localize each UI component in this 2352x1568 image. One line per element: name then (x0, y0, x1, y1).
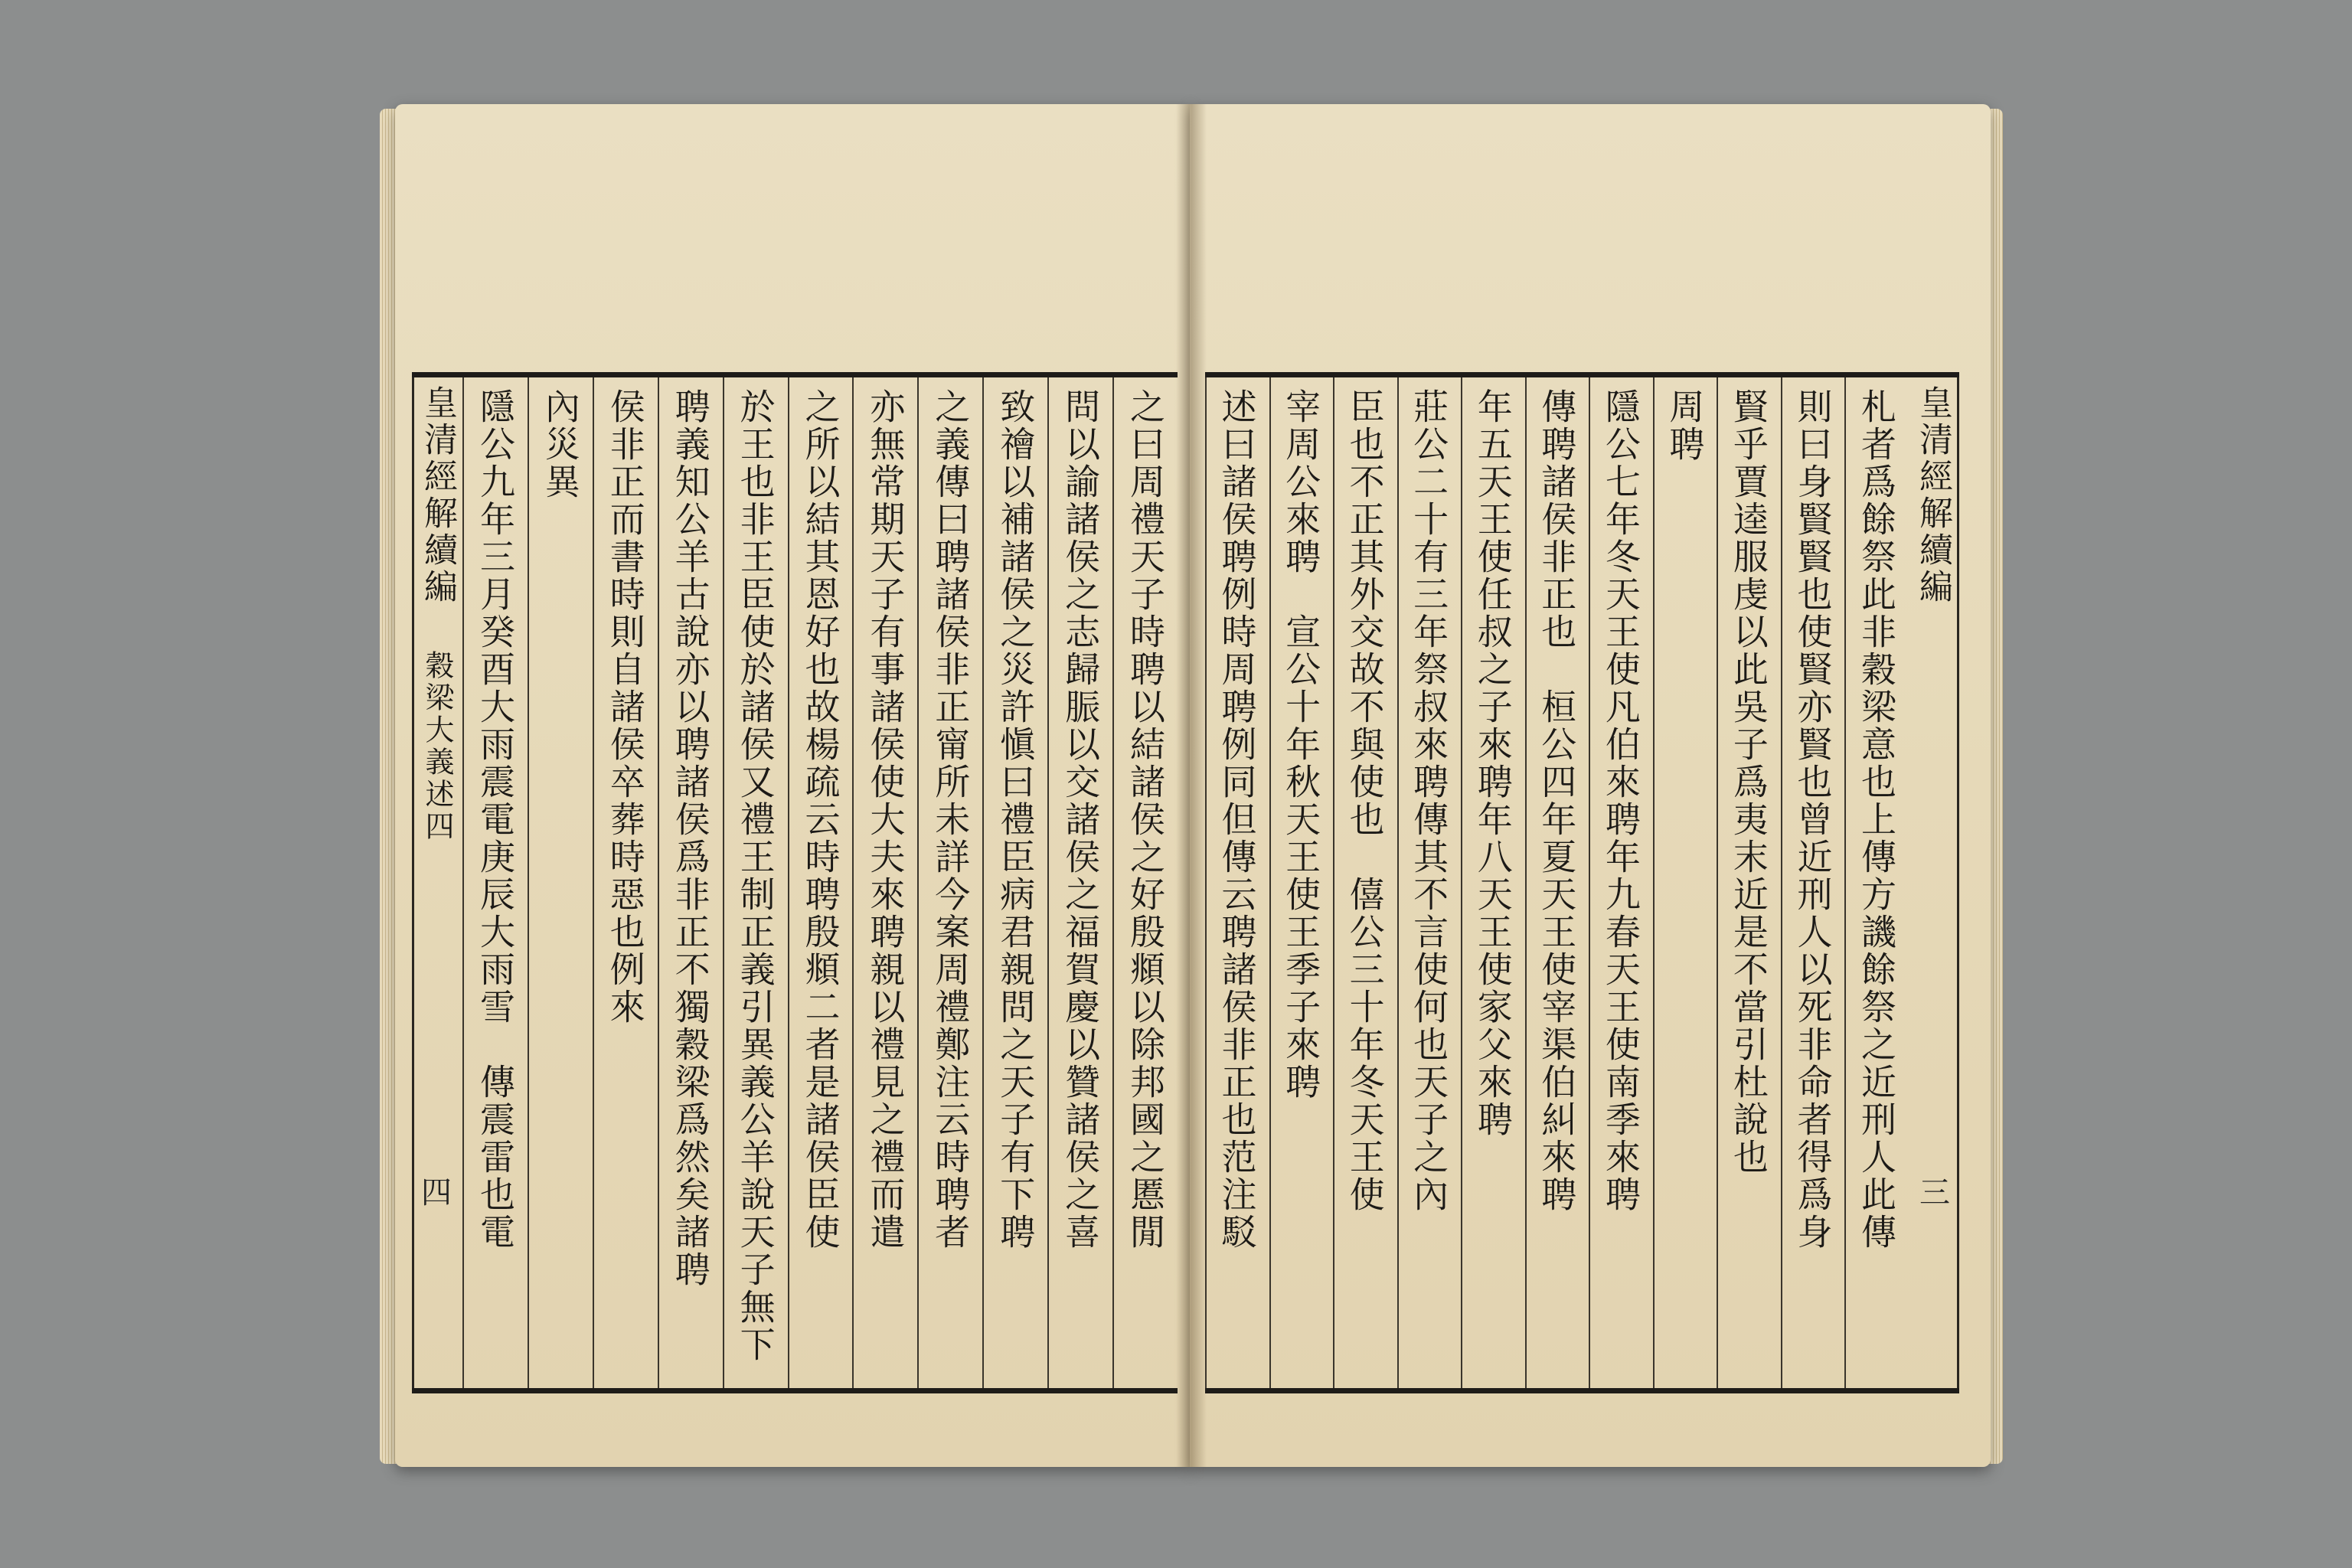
text-column: 宰周公來聘 宣公十年秋天王使王季子來聘 (1269, 377, 1334, 1388)
left-banner-title: 皇清經解續編 (418, 385, 457, 606)
text-column: 臣也不正其外交故不與使也 僖公三十年冬天王使 (1333, 377, 1397, 1388)
right-banner-title: 皇清經解續編 (1913, 385, 1952, 606)
text-column: 之曰周禮天子時聘以結諸侯之好殷頫以除邦國之慝閒 (1112, 377, 1178, 1388)
text-column: 莊公二十有三年祭叔來聘傳其不言使何也天子之內 (1397, 377, 1462, 1388)
left-banner (412, 377, 462, 1388)
text-column: 傳聘諸侯非正也 桓公四年夏天王使宰渠伯糾來聘 (1525, 377, 1589, 1388)
right-page (1190, 104, 1991, 1467)
text-column: 問以諭諸侯之志歸脤以交諸侯之福賀慶以贊諸侯之喜 (1047, 377, 1112, 1388)
text-column: 隱公九年三月癸酉大雨震電庚辰大雨雪 傳震雷也電 (462, 377, 528, 1388)
right-columns (1205, 377, 1909, 1388)
text-column: 賢乎賈逵服虔以此吳子爲夷末近是不當引杜說也 (1717, 377, 1781, 1388)
text-column: 則曰身賢賢也使賢亦賢也曾近刑人以死非命者得爲身 (1781, 377, 1845, 1388)
right-banner (1909, 377, 1959, 1388)
text-column: 侯非正而書時則自諸侯卒葬時惡也例來 (593, 377, 658, 1388)
text-column: 札者爲餘祭此非穀梁意也上傳方譏餘祭之近刑人此傳 (1844, 377, 1909, 1388)
text-column: 之義傳曰聘諸侯非正甯所未詳今案周禮鄭注云時聘者 (917, 377, 982, 1388)
right-folio: 三 (1919, 1175, 1950, 1210)
left-folio: 四 (421, 1175, 452, 1210)
text-column: 隱公七年冬天王使凡伯來聘年九春天王使南季來聘 (1589, 377, 1653, 1388)
text-column: 致禬以補諸侯之災許愼曰禮臣病君親問之天子有下聘 (982, 377, 1047, 1388)
text-column: 年五天王使任叔之子來聘年八天王使家父來聘 (1461, 377, 1525, 1388)
right-text-frame (1205, 372, 1959, 1393)
text-column: 於王也非王臣使於諸侯又禮王制正義引異義公羊說天子無下 (723, 377, 788, 1388)
left-columns (462, 377, 1178, 1388)
left-banner-subtitle: 穀梁大義述四 (420, 650, 454, 843)
text-column: 亦無常期天子有事諸侯使大夫來聘親以禮見之禮而遣 (852, 377, 917, 1388)
left-page (395, 104, 1191, 1467)
text-column: 之所以結其恩好也故楊疏云時聘殷頫二者是諸侯臣使 (788, 377, 853, 1388)
text-column: 內災異 (528, 377, 593, 1388)
left-text-frame (412, 372, 1178, 1393)
text-column: 周聘 (1653, 377, 1717, 1388)
open-book (380, 86, 2003, 1479)
text-column: 聘義知公羊古說亦以聘諸侯爲非正不獨穀梁爲然矣諸聘 (658, 377, 723, 1388)
book-gutter (1176, 104, 1207, 1467)
text-column: 述曰諸侯聘例時周聘例同但傳云聘諸侯非正也范注駁 (1205, 377, 1269, 1388)
